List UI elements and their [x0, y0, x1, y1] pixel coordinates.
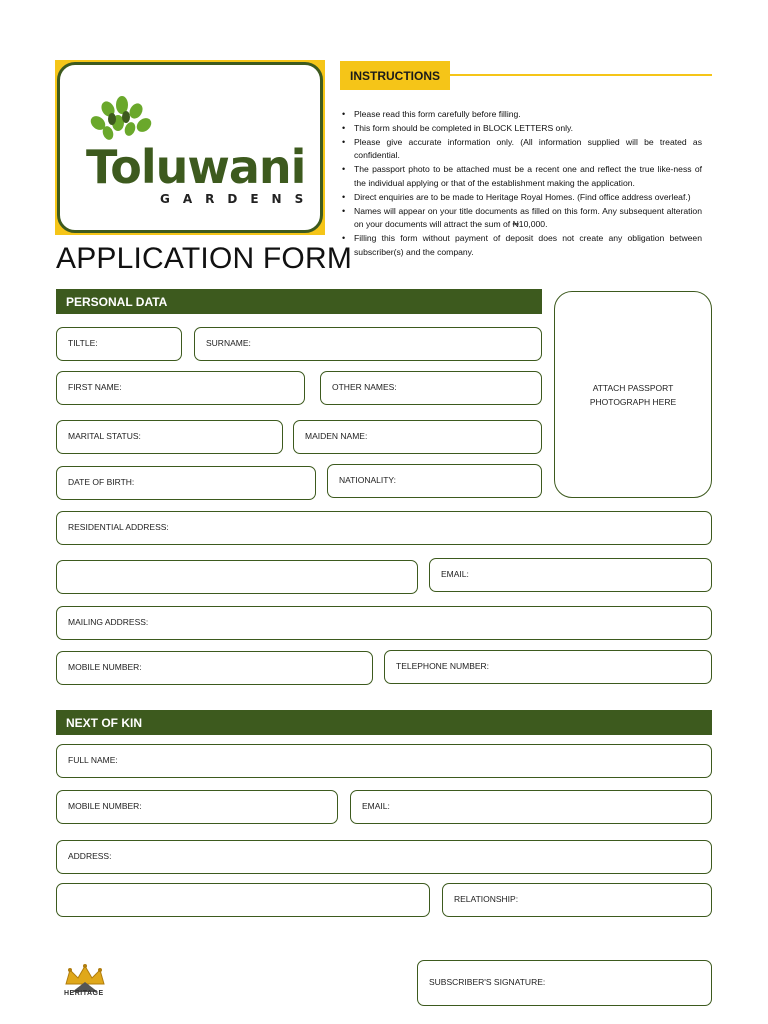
nationality-label: NATIONALITY:: [339, 475, 396, 485]
passport-photo-box[interactable]: [554, 291, 712, 498]
date-of-birth-label: DATE OF BIRTH:: [68, 477, 135, 487]
instructions-list: [342, 108, 702, 260]
other-names-label: OTHER NAMES:: [332, 382, 397, 392]
residential-address-label: RESIDENTIAL ADDRESS:: [68, 522, 169, 532]
brand-wordmark: Toluwani: [86, 140, 306, 194]
page-title: APPLICATION FORM: [56, 242, 353, 275]
title-label: TILTLE:: [68, 338, 98, 348]
heritage-logo: [60, 962, 110, 1006]
date-of-birth-field[interactable]: [56, 466, 316, 500]
kin-full-name-field[interactable]: [56, 744, 712, 778]
kin-mobile-number-field[interactable]: [56, 790, 338, 824]
surname-field[interactable]: [194, 327, 542, 361]
nationality-field[interactable]: [327, 464, 542, 498]
kin-relationship-label: RELATIONSHIP:: [454, 894, 519, 904]
instruction-item: • Please give accurate information only. (All information supplied will be treated as confidential.: [342, 136, 702, 164]
subscriber-signature-label: SUBSCRIBER'S SIGNATURE:: [429, 977, 546, 987]
kin-relationship-field[interactable]: [442, 883, 712, 917]
kin-mobile-number-label: MOBILE NUMBER:: [68, 801, 142, 811]
kin-address-label: ADDRESS:: [68, 851, 112, 861]
kin-full-name-label: FULL NAME:: [68, 755, 118, 765]
subscriber-signature-field[interactable]: [417, 960, 712, 1006]
next-of-kin-header: NEXT OF KIN: [56, 710, 712, 735]
marital-status-label: MARITAL STATUS:: [68, 431, 141, 441]
heritage-logo-text: HERITAGE: [64, 990, 104, 997]
surname-label: SURNAME:: [206, 338, 251, 348]
mobile-number-field[interactable]: [56, 651, 373, 685]
email-field[interactable]: [429, 558, 712, 592]
mailing-address-label: MAILING ADDRESS:: [68, 617, 149, 627]
photo-label-line1: ATTACH PASSPORT: [592, 382, 674, 393]
maiden-name-label: MAIDEN NAME:: [305, 431, 368, 441]
residential-address-field[interactable]: [56, 511, 712, 545]
telephone-number-label: TELEPHONE NUMBER:: [396, 661, 490, 671]
brand-subtitle: GARDENS: [160, 192, 317, 206]
kin-email-label: EMAIL:: [362, 801, 390, 811]
photo-label-line2: PHOTOGRAPH HERE: [589, 396, 677, 407]
instruction-item: • Names will appear on your title documents as filled on this form. Any subsequent alteration on your documents will attract the sum of ₦10,000.: [342, 205, 702, 233]
residential-address-line2-field[interactable]: [56, 560, 418, 594]
instruction-item: • Please read this form carefully before filling.: [342, 108, 702, 122]
mobile-number-label: MOBILE NUMBER:: [68, 662, 142, 672]
instruction-item: • Direct enquiries are to be made to Heritage Royal Homes. (Find office address overleaf.): [342, 191, 702, 205]
instruction-item: • This form should be completed in BLOCK LETTERS only.: [342, 122, 702, 136]
instructions-tab: INSTRUCTIONS: [340, 61, 450, 90]
mailing-address-field[interactable]: [56, 606, 712, 640]
personal-data-header: PERSONAL DATA: [56, 289, 542, 314]
marital-status-field[interactable]: [56, 420, 283, 454]
kin-email-field[interactable]: [350, 790, 712, 824]
first-name-field[interactable]: [56, 371, 305, 405]
maiden-name-field[interactable]: [293, 420, 542, 454]
kin-address-field[interactable]: [56, 840, 712, 874]
instruction-item: • The passport photo to be attached must be a recent one and reflect the true like-ness of the individual applying or that of the establishment making the application.: [342, 163, 702, 191]
telephone-number-field[interactable]: [384, 650, 712, 684]
other-names-field[interactable]: [320, 371, 542, 405]
title-field[interactable]: [56, 327, 182, 361]
email-label: EMAIL:: [441, 569, 469, 579]
logo-box: [57, 62, 323, 233]
instruction-item: • Filling this form without payment of deposit does not create any obligation between subscriber(s) and the company.: [342, 232, 702, 260]
first-name-label: FIRST NAME:: [68, 382, 122, 392]
instructions-rule: [450, 74, 712, 76]
kin-address-line2-field[interactable]: [56, 883, 430, 917]
